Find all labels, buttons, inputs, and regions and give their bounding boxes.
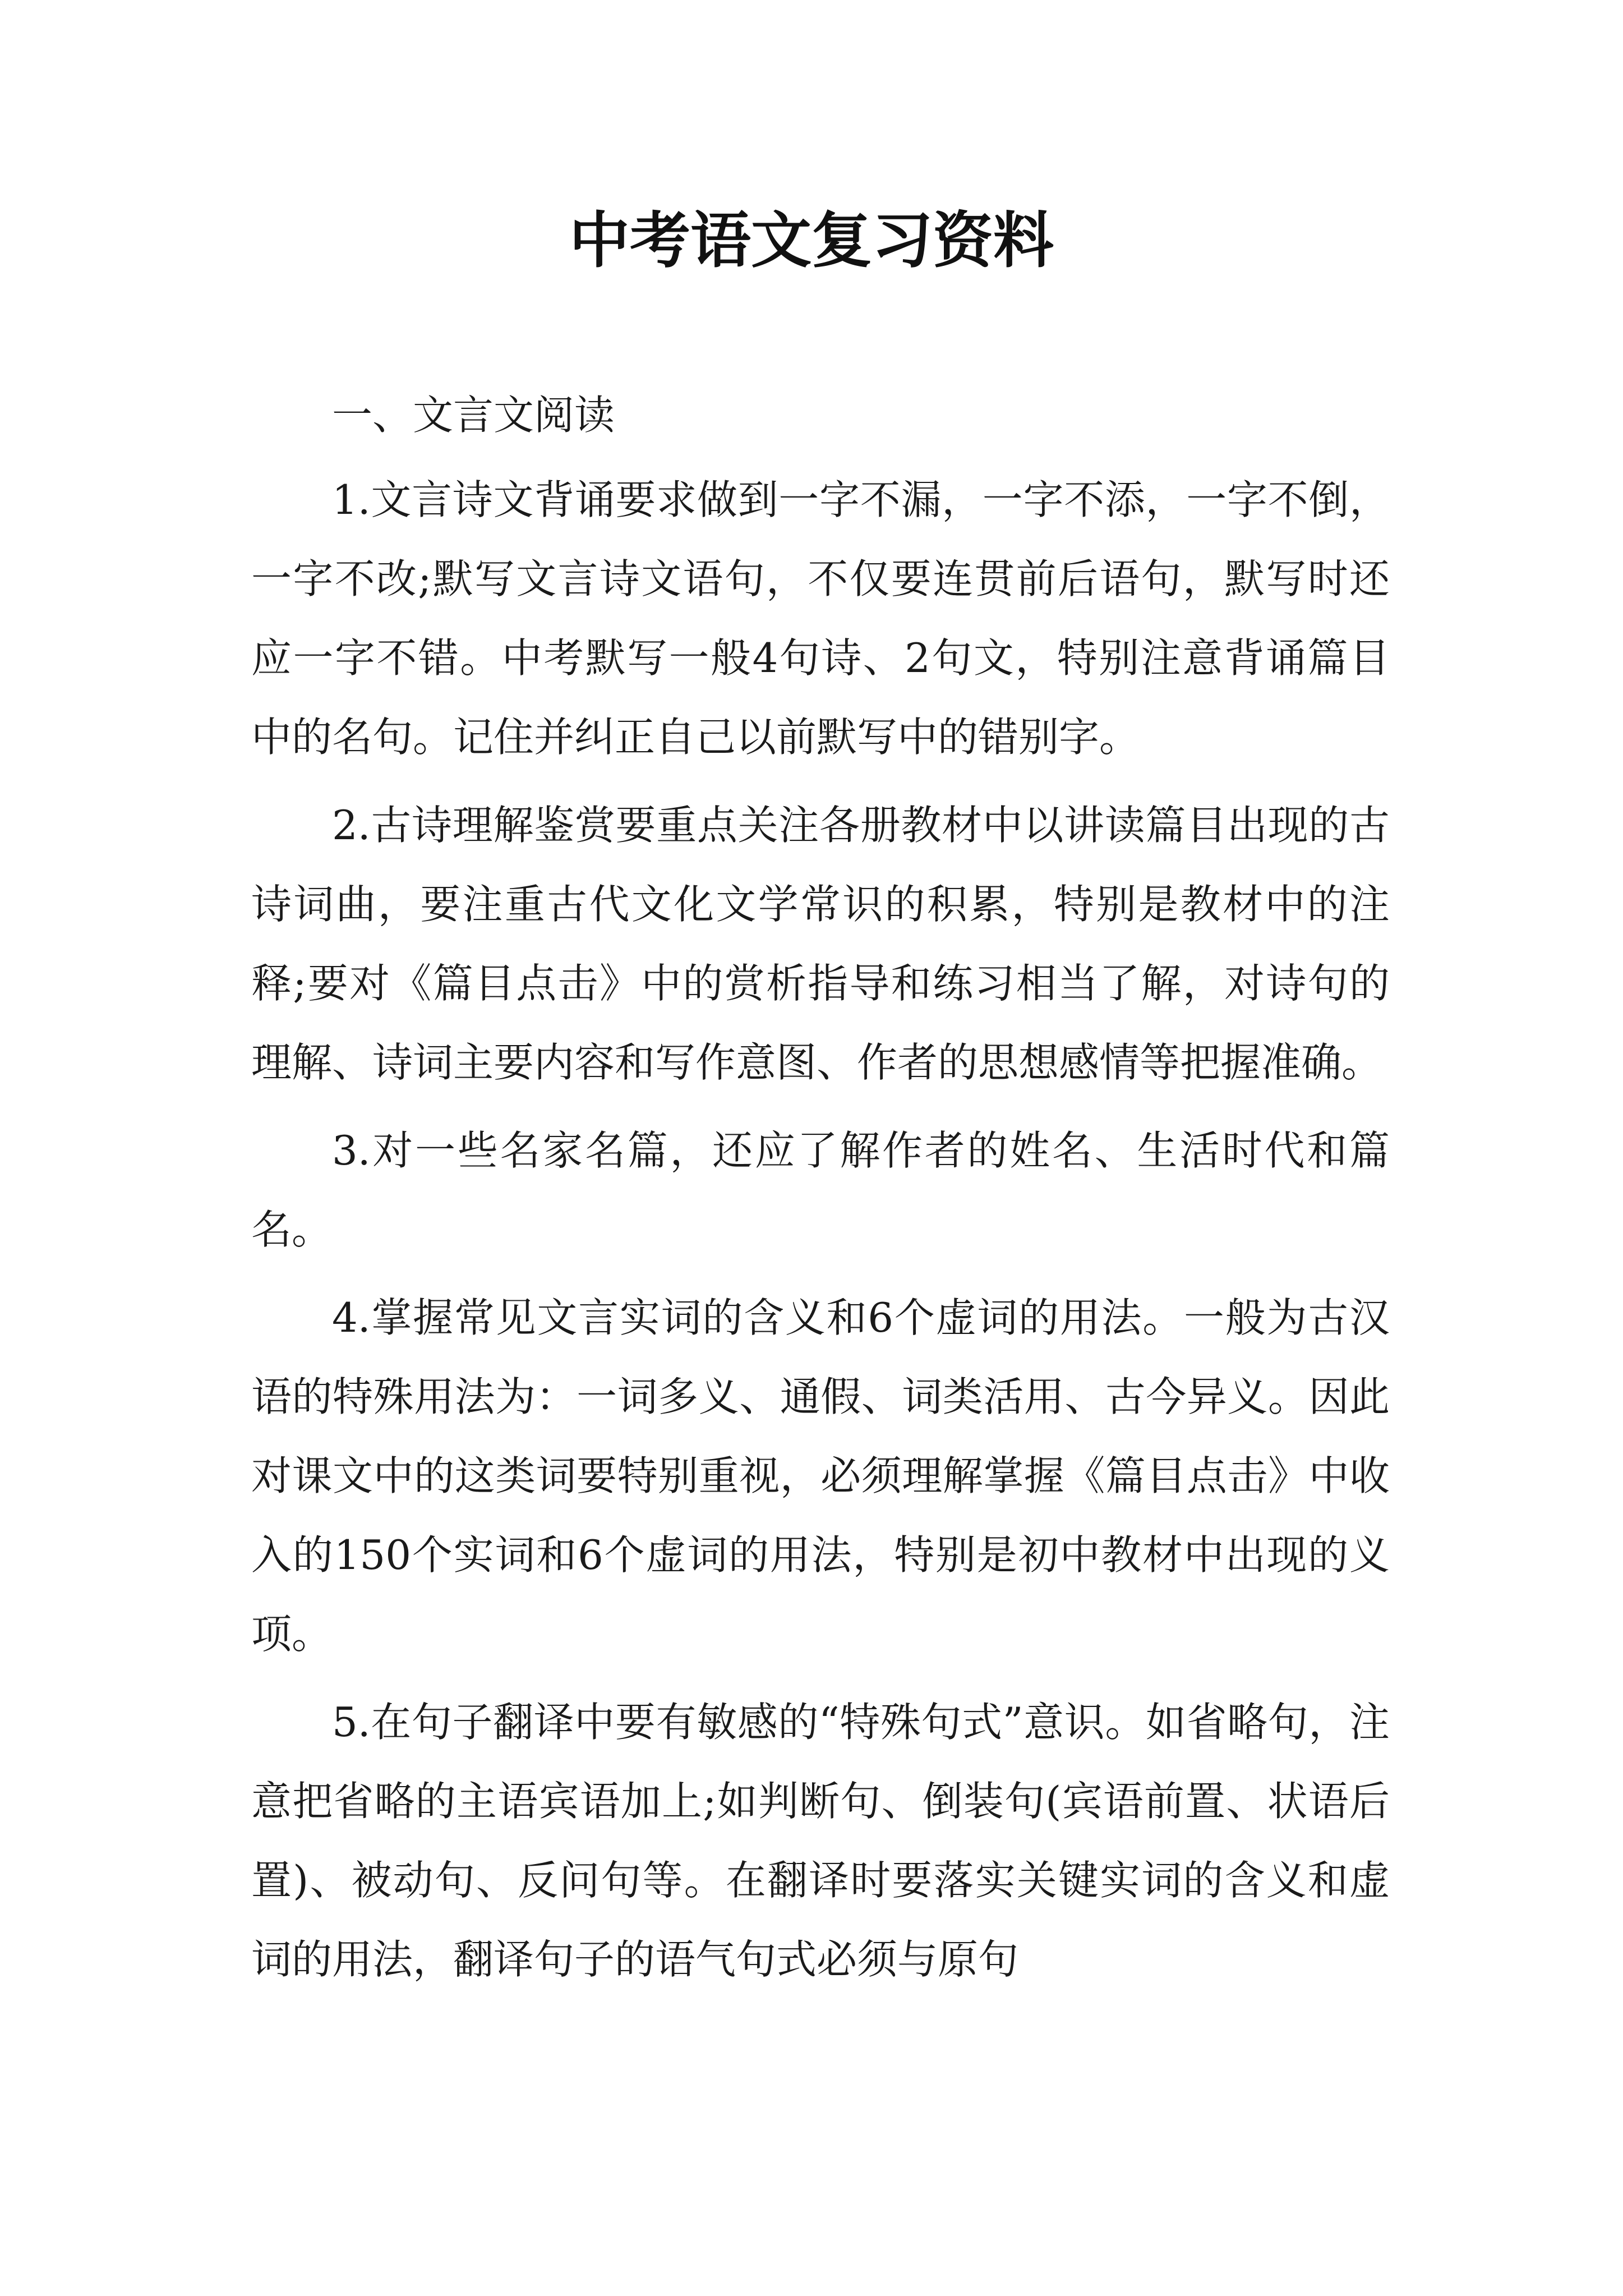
paragraph-item-5: 5.在句子翻译中要有敏感的“特殊句式”意识。如省略句，注意把省略的主语宾语加上;如判断句、倒装句(宾语前置、状语后置)、被动句、反问句等。在翻译时要落实关键实词的含义和虚词的用法，翻译句子的语气句式必须与原句 xyxy=(251,1699,1390,1983)
paragraph-item-3: 3.对一些名家名篇，还应了解作者的姓名、生活时代和篇名。 xyxy=(251,1127,1390,1253)
document-title: 中考语文复习资料 xyxy=(569,206,1054,276)
paragraph-item-4: 4.掌握常见文言实词的含义和6个虚词的用法。一般为古汉语的特殊用法为：一词多义、通假、词类活用、古今异义。因此对课文中的这类词要特别重视，必须理解掌握《篇目点击》中收入的150个实词和6个虚词的用法，特别是初中教材中出现的义项。 xyxy=(251,1294,1390,1658)
paragraph-item-2: 2.古诗理解鉴赏要重点关注各册教材中以讲读篇目出现的古诗词曲，要注重古代文化文学常识的积累，特别是教材中的注释;要对《篇目点击》中的赏析指导和练习相当了解，对诗句的理解、诗词主要内容和写作意图、作者的思想感情等把握准确。 xyxy=(251,802,1390,1086)
document-body xyxy=(251,376,1390,2008)
section-heading: 一、文言文阅读 xyxy=(332,392,615,439)
paragraph-item-1: 1.文言诗文背诵要求做到一字不漏，一字不添，一字不倒，一字不改;默写文言诗文语句，不仅要连贯前后语句，默写时还应一字不错。中考默写一般4句诗、2句文，特别注意背诵篇目中的名句。记住并纠正自己以前默写中的错别字。 xyxy=(251,476,1390,761)
